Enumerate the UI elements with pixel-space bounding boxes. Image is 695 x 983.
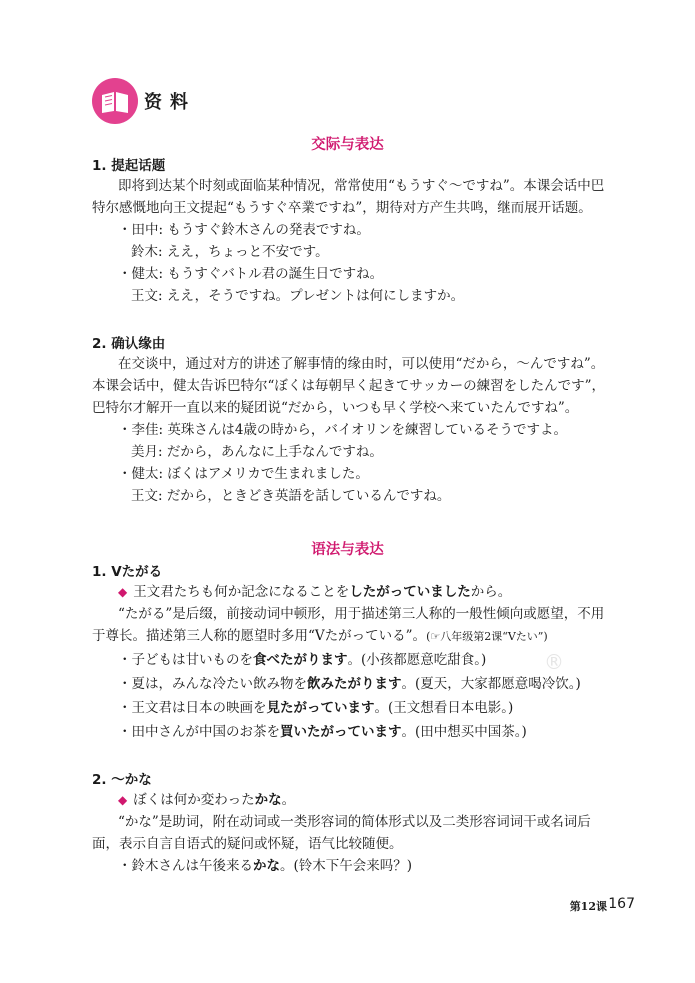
example-line: 王文: ええ，そうですね。プレゼントは何にしますか。 (131, 288, 465, 304)
example-line: 美月: だから，あんなに上手なんですね。 (131, 444, 383, 460)
watermark: ® (544, 650, 564, 674)
example-line: ・王文君は日本の映画を見たがっています。(王文想看日本电影。) (118, 700, 514, 716)
example-line: ・健太: ぼくはアメリカで生まれました。 (118, 466, 369, 482)
example-line: ・田中: もうすぐ鈴木さんの発表ですね。 (118, 222, 370, 238)
header-badge (92, 78, 138, 124)
section-title-grammar: 语法与表达 (311, 542, 384, 558)
paragraph-line: “かな”是助词，附在动词或一类形容词的简体形式以及二类形容词词干或名词后 (118, 814, 591, 830)
example-line: ・田中さんが中国のお茶を買いたがっています。(田中想买中国茶。) (118, 724, 527, 740)
example-line: ・子どもは甘いものを食べたがります。(小孩都愿意吃甜食。) (118, 652, 487, 668)
example-line: ・健太: もうすぐバトル君の誕生日ですね。 (118, 266, 384, 282)
section-title-communication: 交际与表达 (311, 137, 384, 153)
book-icon (92, 78, 138, 124)
diamond-icon: ◆ (118, 793, 128, 807)
example-line: 王文: だから，ときどき英語を話しているんですね。 (131, 488, 451, 504)
paragraph-line: 即将到达某个时刻或面临某种情况，常常使用“もうすぐ〜ですね”。本课会话中巴 (118, 178, 605, 194)
subsection-heading: 1. 提起话题 (92, 158, 166, 174)
paragraph-line: 巴特尔才解开一直以来的疑团说“だから，いつも早く学校へ来ていたんですね”。 (92, 400, 579, 416)
example-line: ・鈴木さんは午後来るかな。(铃木下午会来吗？) (118, 858, 413, 874)
key-sentence: ◆ ぼくは何か変わったかな。 (118, 792, 296, 808)
key-sentence: ◆ 王文君たちも何か記念になることをしたがっていましたから。 (118, 584, 512, 600)
subsection-heading: 1. Vたがる (92, 564, 163, 580)
subsection-heading: 2. 确认缘由 (92, 336, 166, 352)
paragraph-line: 面，表示自言自语式的疑问或怀疑，语气比较随便。 (92, 836, 403, 852)
paragraph-line: 于尊长。描述第三人称的愿望时多用“Vたがっている”。(☞八年级第2课“Vたい”) (92, 628, 548, 644)
subsection-heading: 2. 〜かな (92, 772, 152, 788)
example-line: 鈴木: ええ，ちょっと不安です。 (131, 244, 329, 260)
example-line: ・夏は，みんな冷たい飲み物を飲みたがります。(夏天，大家都愿意喝冷饮。) (118, 676, 581, 692)
page-number: 167 (608, 896, 635, 912)
example-line: ・李佳: 英珠さんは4歳の時から，バイオリンを練習しているそうですよ。 (118, 422, 568, 438)
paragraph-line: 本课会话中，健太告诉巴特尔“ぼくは毎朝早く起きてサッカーの練習をしたんです”， (92, 378, 606, 394)
page-title: 资料 (144, 92, 196, 113)
lesson-label: 第12课 (569, 900, 607, 913)
paragraph-line: “たがる”是后缀，前接动词中顿形，用于描述第三人称的一般性倾向或愿望，不用 (118, 606, 605, 622)
diamond-icon: ◆ (118, 585, 128, 599)
cross-reference: (☞八年级第2课“Vたい”) (426, 630, 548, 643)
paragraph-line: 特尔感慨地向王文提起“もうすぐ卒業ですね”，期待对方产生共鸣，继而展开话题。 (92, 200, 592, 216)
paragraph-line: 在交谈中，通过对方的讲述了解事情的缘由时，可以使用“だから，〜んですね”。 (118, 356, 605, 372)
